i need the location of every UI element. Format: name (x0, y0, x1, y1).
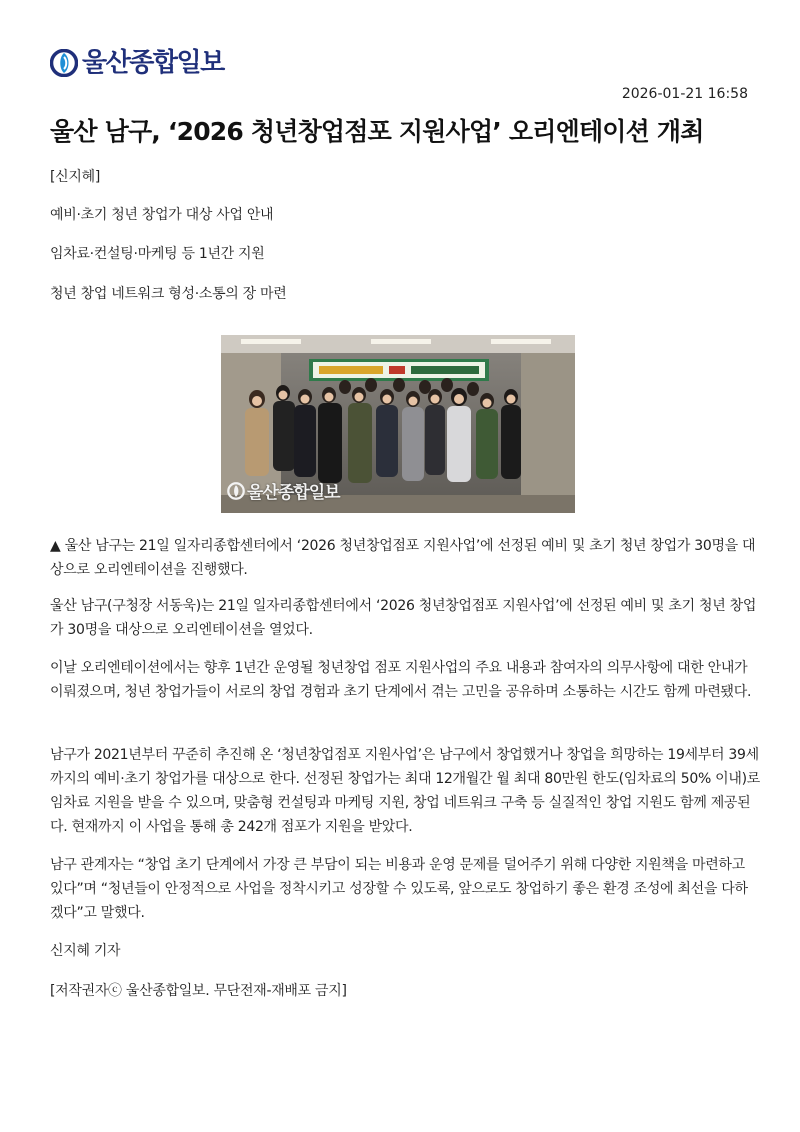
body-paragraph-1: 울산 남구(구청장 서동욱)는 21일 일자리종합센터에서 ‘2026 청년창업점포 지원사업’에 선정된 예비 및 초기 청년 창업가 30명을 대상으로 오리엔테이션을 열었다. (50, 598, 757, 638)
site-logo[interactable] (50, 45, 224, 81)
byline: [신지혜] (50, 169, 100, 185)
copyright-notice: [저작권자ⓒ 울산종합일보. 무단전재-재배포 금지] (50, 983, 347, 999)
publish-datetime: 2026-01-21 16:58 (621, 86, 748, 102)
photo-caption: ▲ 울산 남구는 21일 일자리종합센터에서 ‘2026 청년창업점포 지원사업’에 선정된 예비 및 초기 청년 창업가 30명을 대상으로 오리엔테이션을 진행했다. (50, 538, 756, 578)
article-photo (221, 335, 575, 513)
body-paragraph-3: 남구가 2021년부터 꾸준히 추진해 온 ‘청년창업점포 지원사업’은 남구에서 창업했거나 창업을 희망하는 19세부터 39세까지의 예비·초기 창업가를 대상으로 한다. 선정된 창업가는 최대 12개월간 월 최대 80만원 한도(임차료의 50% 이내)로 임차료 지원을 받을 수 있으며, 맞춤형 컨설팅과 마케팅 지원, 창업 네트워크 구축 등 실질적인 창업 지원도 함께 제공된다. 현재까지 이 사업을 통해 총 242개 점포가 지원을 받았다. (50, 747, 761, 835)
body-paragraph-2: 이날 오리엔테이션에서는 향후 1년간 운영될 청년창업 점포 지원사업의 주요 내용과 참여자의 의무사항에 대한 안내가 이뤄졌으며, 청년 창업가들이 서로의 창업 경험과 초기 단계에서 겪는 고민을 공유하며 소통하는 시간도 함께 마련됐다. (50, 660, 752, 700)
watermark-logo-icon (227, 482, 245, 500)
logo-text: 울산종합일보 (82, 48, 224, 78)
logo-swirl-icon (50, 49, 78, 77)
article-headline: 울산 남구, ‘2026 청년창업점포 지원사업’ 오리엔테이션 개최 (50, 117, 704, 146)
body-paragraph-4: 남구 관계자는 “창업 초기 단계에서 가장 큰 부담이 되는 비용과 운영 문제를 덜어주기 위해 다양한 지원책을 마련하고 있다”며 “청년들이 안정적으로 사업을 정착시키고 성장할 수 있도록, 앞으로도 창업하기 좋은 환경 조성에 최선을 다하겠다”고 말했다. (50, 857, 748, 921)
subhead-2: 임차료·컨설팅·마케팅 등 1년간 지원 (50, 246, 265, 262)
photo-watermark: 울산종합일보 (227, 478, 340, 503)
subhead-1: 예비·초기 청년 창업가 대상 사업 안내 (50, 207, 274, 223)
subhead-3: 청년 창업 네트워크 형성·소통의 장 마련 (50, 286, 287, 302)
reporter-name: 신지혜 기자 (50, 943, 121, 959)
